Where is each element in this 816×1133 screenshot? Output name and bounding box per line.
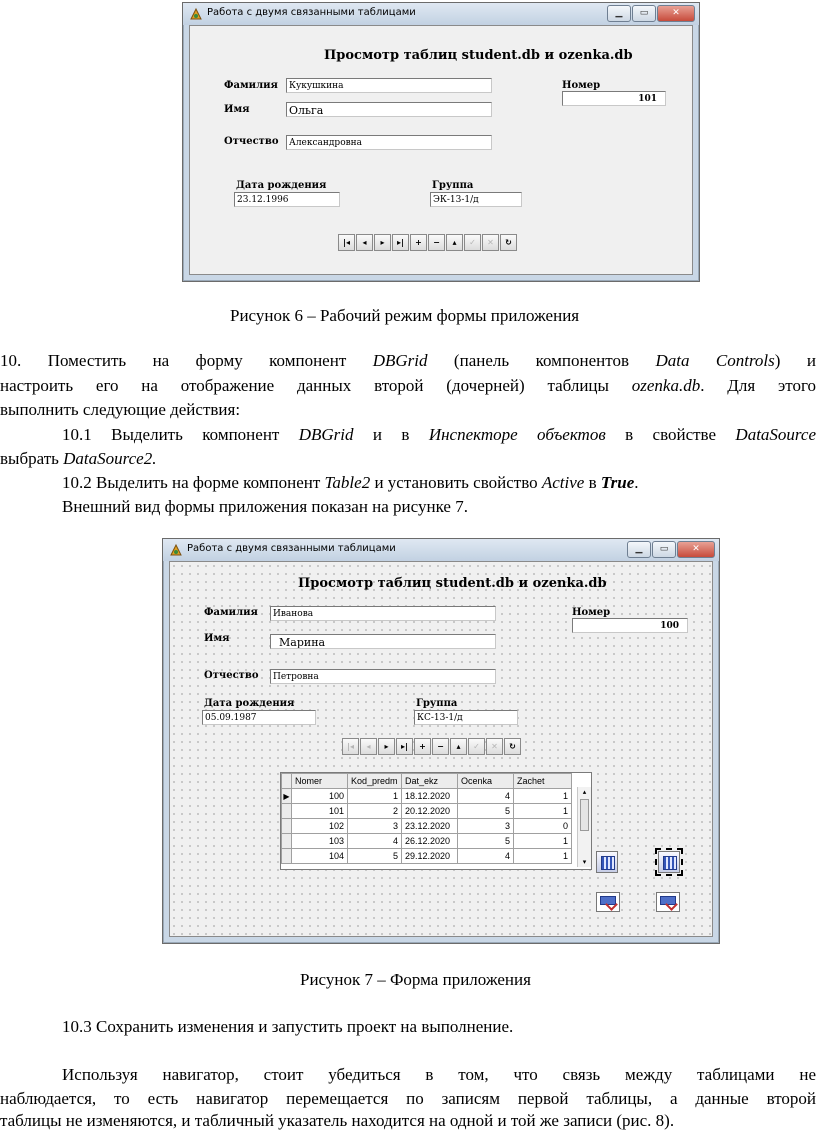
paragraph-102 [62,472,639,494]
row-indicator [282,834,292,849]
paragraph-nav-line3: таблицы не изменяются, и табличный указатель находится на одной и той же записи (рис. 8). [0,1111,675,1130]
group-label: Группа [432,180,474,191]
table-cell[interactable]: 1 [514,789,572,804]
prior-record-icon[interactable]: ◂ [360,738,377,755]
p10-suffix: ) и [774,351,816,370]
close-icon[interactable]: ✕ [657,5,695,22]
p102-active: Active [541,473,585,492]
table-cell[interactable]: 2 [348,804,402,819]
column-header[interactable]: Dat_ekz [402,774,458,789]
name-field[interactable]: Марина [270,634,496,649]
app-icon [189,7,203,21]
scroll-thumb[interactable] [580,799,589,831]
figure6-window-title: Работа с двумя связанными таблицами [207,7,416,18]
patronymic-label: Отчество [224,136,279,147]
figure6-caption: Рисунок 6 – Рабочий режим формы приложения [230,306,580,325]
name-label: Имя [224,104,250,115]
name-field[interactable]: Ольга [286,102,492,117]
figure7-window-title: Работа с двумя связанными таблицами [187,543,396,554]
table-cell[interactable]: 1 [514,849,572,864]
p102-table2: Table2 [324,473,371,492]
group-field[interactable]: КС-13-1/д [414,710,518,725]
column-header[interactable]: Kod_predm [348,774,402,789]
p10-mid: (панель компонентов [427,351,656,370]
table-cell[interactable]: 0 [514,819,572,834]
number-field[interactable]: 100 [572,618,688,633]
p10-datacontrols: Data Controls [655,351,775,370]
table-cell[interactable]: 3 [348,819,402,834]
db-navigator [342,738,522,755]
surname-field[interactable]: Кукушкина [286,78,492,93]
p102-d: . [634,473,639,492]
row-indicator-icon: ▶ [282,789,292,804]
scroll-down-icon[interactable]: ▾ [582,858,587,866]
table-cell[interactable]: 29.12.2020 [402,849,458,864]
paragraph-nav-line1: Используя навигатор, стоит убедиться в том, что связь между таблицами не [62,1065,816,1084]
figure7-form-client [169,561,713,937]
table-cell[interactable]: 1 [514,804,572,819]
refresh-icon[interactable]: ↻ [504,738,521,755]
paragraph-101-line1 [62,424,816,446]
patronymic-field[interactable]: Петровна [270,669,496,684]
table-row[interactable] [282,804,572,819]
first-record-icon[interactable]: |◂ [342,738,359,755]
surname-label: Фамилия [224,80,278,91]
group-field[interactable]: ЭК-13-1/д [430,192,522,207]
p101-dbgrid: DBGrid [298,425,354,444]
delete-record-icon[interactable]: − [428,234,445,251]
surname-field[interactable]: Иванова [270,606,496,621]
post-record-icon[interactable]: ✓ [464,234,481,251]
table-cell[interactable]: 3 [458,819,514,834]
cancel-record-icon[interactable]: ✕ [486,738,503,755]
table-row[interactable] [282,849,572,864]
table-cell[interactable]: 5 [458,834,514,849]
p10-ozenka: ozenka.db [631,376,701,395]
paragraph-10-line3: выполнить следующие действия: [0,400,241,419]
insert-record-icon[interactable]: + [410,234,427,251]
table1-component-icon[interactable] [596,851,618,873]
scroll-up-icon[interactable]: ▴ [582,788,587,796]
edit-record-icon[interactable]: ▴ [446,234,463,251]
cancel-record-icon[interactable]: ✕ [482,234,499,251]
table-cell[interactable]: 100 [292,789,348,804]
number-label: Номер [572,607,611,618]
next-record-icon[interactable]: ▸ [374,234,391,251]
paragraph-nav-line2: наблюдается, то есть навигатор перемещается по записям первой таблицы, а данные второй [0,1089,816,1108]
column-header[interactable]: Ocenka [458,774,514,789]
minimize-icon[interactable]: ▁ [607,5,631,22]
table-cell[interactable]: 26.12.2020 [402,834,458,849]
dbgrid-table [281,773,572,864]
prior-record-icon[interactable]: ◂ [356,234,373,251]
p101-datasource: DataSource [735,425,816,444]
table-cell[interactable]: 102 [292,819,348,834]
number-label: Номер [562,80,601,91]
p102-b: и установить свойство [370,473,542,492]
db-navigator [338,234,518,251]
p10-prefix: 10. Поместить на форму компонент [0,351,373,370]
table2-component-icon[interactable] [658,851,680,873]
minimize-icon[interactable]: ▁ [627,541,651,558]
maximize-icon[interactable]: ▭ [632,5,656,22]
column-header[interactable]: Zachet [514,774,572,789]
patronymic-field[interactable]: Александровна [286,135,492,150]
figure6-form-client [189,25,693,275]
table-cell[interactable]: 4 [458,849,514,864]
p101-a: 10.1 Выделить компонент [62,425,299,444]
edit-record-icon[interactable]: ▴ [450,738,467,755]
window-buttons [606,5,695,22]
figure7-caption: Рисунок 7 – Форма приложения [300,970,531,989]
last-record-icon[interactable]: ▸| [396,738,413,755]
table-row[interactable] [282,819,572,834]
paragraph-103: 10.3 Сохранить изменения и запустить проект на выполнение. [62,1017,514,1036]
table-row[interactable] [282,834,572,849]
p101-d: выбрать [0,449,64,468]
post-record-icon[interactable]: ✓ [468,738,485,755]
p102-a: 10.2 Выделить на форме компонент [62,473,325,492]
birth-label: Дата рождения [204,698,295,709]
dbgrid-scrollbar[interactable] [577,787,591,867]
table-row[interactable] [282,789,572,804]
figure6-titlebar [183,3,699,25]
delete-record-icon[interactable]: − [432,738,449,755]
figure7-titlebar [163,539,719,561]
p101-inspector: Инспекторе объектов [428,425,606,444]
table-cell[interactable]: 104 [292,849,348,864]
window-buttons [626,541,715,558]
p101-datasource2: DataSource2. [63,449,157,468]
name-label: Имя [204,633,230,644]
table-cell[interactable]: 5 [458,804,514,819]
table-cell[interactable]: 18.12.2020 [402,789,458,804]
row-indicator [282,849,292,864]
paragraph-10-line1 [0,350,816,372]
p10-l2-a: настроить его на отображение данных второй (дочерней) таблицы [0,376,632,395]
indicator-header [282,774,292,789]
p102-true: True [600,473,635,492]
row-indicator [282,819,292,834]
table-cell[interactable]: 4 [458,789,514,804]
group-label: Группа [416,698,458,709]
table-cell[interactable]: 23.12.2020 [402,819,458,834]
next-record-icon[interactable]: ▸ [378,738,395,755]
patronymic-label: Отчество [204,670,259,681]
insert-record-icon[interactable]: + [414,738,431,755]
datasource1-component-icon[interactable] [596,892,620,912]
p101-c: в свойстве [605,425,736,444]
table-cell[interactable]: 103 [292,834,348,849]
table-cell[interactable]: 20.12.2020 [402,804,458,819]
close-icon[interactable]: ✕ [677,541,715,558]
table-cell[interactable]: 5 [348,849,402,864]
paragraph-10-line2 [0,375,816,397]
paragraph-view: Внешний вид формы приложения показан на рисунке 7. [62,497,468,516]
table-cell[interactable]: 101 [292,804,348,819]
p101-b: и в [353,425,429,444]
row-indicator [282,804,292,819]
number-field[interactable]: 101 [562,91,666,106]
birth-label: Дата рождения [236,180,327,191]
figure7-window [162,538,720,944]
p10-l2-b: . Для этого [700,376,816,395]
figure6-form-title: Просмотр таблиц student.db и ozenka.db [324,48,633,63]
birth-field[interactable]: 23.12.1996 [234,192,340,207]
last-record-icon[interactable]: ▸| [392,234,409,251]
refresh-icon[interactable]: ↻ [500,234,517,251]
maximize-icon[interactable]: ▭ [652,541,676,558]
table-cell[interactable]: 1 [348,789,402,804]
birth-field[interactable]: 05.09.1987 [202,710,316,725]
figure6-window [182,2,700,282]
figure7-form-title: Просмотр таблиц student.db и ozenka.db [298,576,607,591]
dbgrid[interactable] [280,772,592,870]
table-cell[interactable]: 1 [514,834,572,849]
paragraph-101-line2 [0,448,156,470]
p102-c: в [584,473,601,492]
p10-dbgrid: DBGrid [372,351,428,370]
first-record-icon[interactable]: |◂ [338,234,355,251]
table-cell[interactable]: 4 [348,834,402,849]
app-icon [169,543,183,557]
column-header[interactable]: Nomer [292,774,348,789]
surname-label: Фамилия [204,607,258,618]
dbgrid-header-row [282,774,572,789]
datasource2-component-icon[interactable] [656,892,680,912]
